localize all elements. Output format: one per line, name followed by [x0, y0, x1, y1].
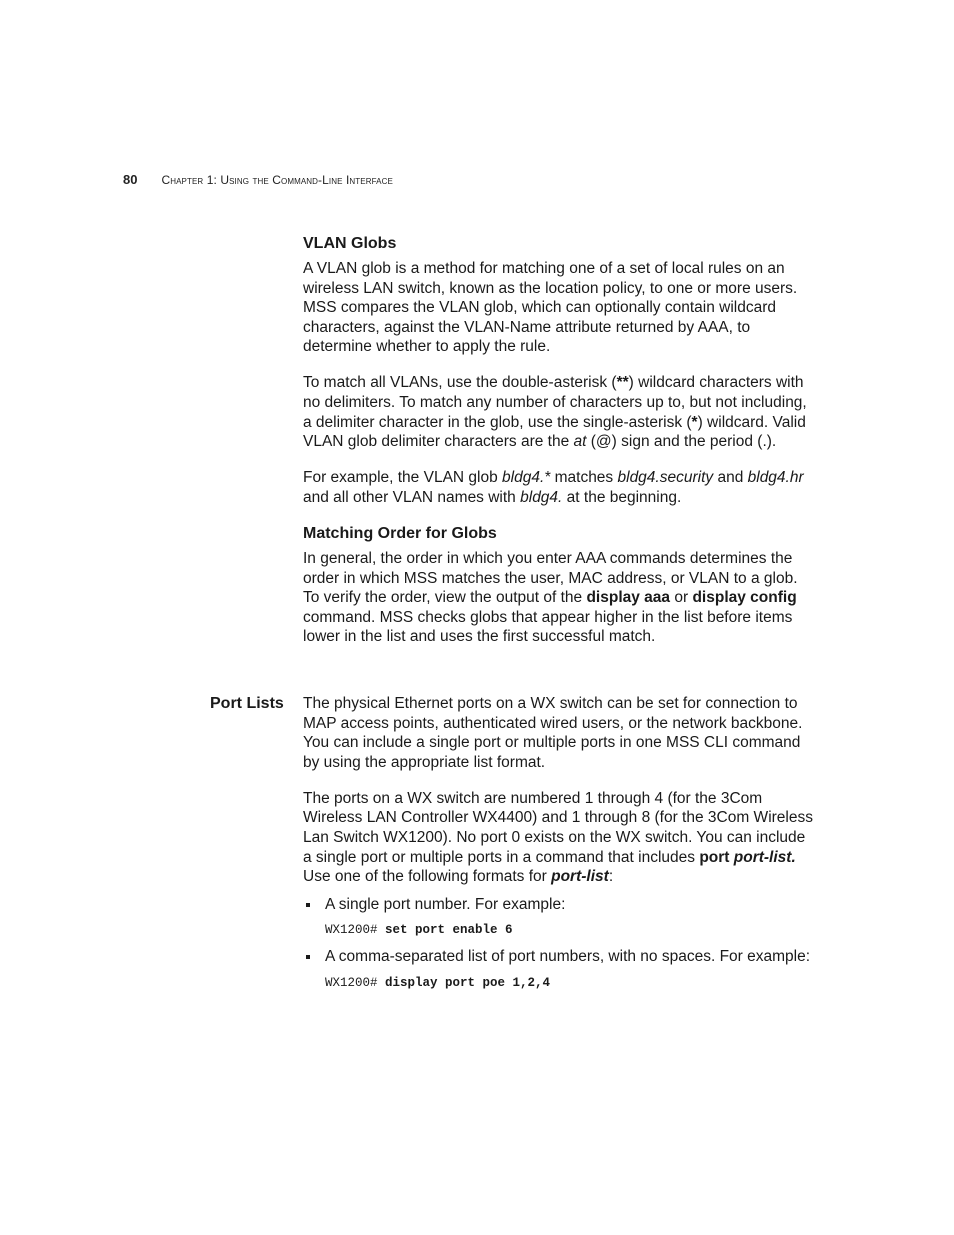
text-run: ) wildcard. Valid VLAN glob delimiter characters are the — [303, 413, 806, 451]
vlan-globs-paragraph-3 — [303, 468, 815, 507]
bullet-text: A single port number. For example: — [325, 895, 566, 913]
port-lists-heading: Port Lists — [210, 695, 284, 712]
text-run: For example, the VLAN glob — [303, 469, 503, 487]
text-run: at the beginning. — [562, 488, 682, 506]
text-run: To match all VLANs, use the double-asterisk ( — [303, 374, 617, 392]
cli-prompt: WX1200# — [325, 976, 386, 991]
double-asterisk: ** — [616, 374, 629, 392]
vlan-name-example: bldg4.hr — [747, 469, 804, 487]
list-item — [303, 895, 815, 915]
text-run: matches — [550, 469, 618, 487]
code-example — [325, 975, 815, 991]
text-run: and — [713, 469, 748, 487]
running-title: Chapter 1: Using the Command-Line Interface — [161, 173, 393, 187]
text-run: and all other VLAN names with — [303, 488, 521, 506]
running-header — [123, 172, 393, 187]
text-run: ) wildcard characters with no delimiters. To match any number of characters up to, but not including, a delimiter character in the glob, use the single-asterisk ( — [303, 374, 807, 431]
port-lists-paragraph-1: The physical Ethernet ports on a WX switch can be set for connection to MAP access points, authenticated wired users, or the network backbone. You can include a single port or multiple ports in one MSS CLI command by using the appropriate list format. — [303, 695, 803, 771]
text-run: or — [670, 589, 693, 607]
bullet-icon — [306, 903, 310, 907]
text-run: : — [608, 868, 614, 886]
text-run: command. MSS checks globs that appear higher in the list before items lower in the list and uses the first successful match. — [303, 608, 793, 646]
vlan-globs-paragraph-1: A VLAN glob is a method for matching one of a set of local rules on an wireless LAN switch, known as the location policy, to one or more users. MSS compares the VLAN glob, which can optionally contain wildcard characters, against the VLAN-Name attribute returned by AAA, to determine whether to apply the rule. — [303, 260, 798, 356]
cli-command: set port enable 6 — [385, 923, 513, 938]
vlan-prefix-example: bldg4. — [520, 488, 563, 506]
command-display-config: display config — [692, 589, 797, 607]
command-display-aaa: display aaa — [586, 589, 671, 607]
vlan-name-example: bldg4.security — [617, 469, 714, 487]
bullet-text: A comma-separated list of port numbers, with no spaces. For example: — [325, 948, 811, 966]
port-lists-section — [303, 694, 815, 991]
cli-prompt: WX1200# — [325, 923, 386, 938]
text-run: The ports on a WX switch are numbered 1 through 4 (for the 3Com Wireless LAN Controller WX4400) and 1 through 8 (for the 3Com Wireless Lan Switch WX1200). No port 0 exists on the WX switch. You can include a single port or multiple ports in a command that includes — [303, 789, 813, 866]
bullet-icon — [306, 955, 310, 959]
port-lists-paragraph-2 — [303, 789, 815, 887]
list-item — [303, 947, 815, 967]
matching-order-paragraph — [303, 549, 815, 647]
keyword-port: port — [699, 848, 730, 866]
vlan-globs-section — [303, 234, 815, 647]
keyword-port-list: port-list. — [733, 848, 796, 866]
matching-order-heading: Matching Order for Globs — [303, 525, 497, 543]
single-asterisk: * — [691, 413, 698, 431]
at-term: at — [573, 433, 587, 451]
page-number: 80 — [123, 172, 138, 187]
text-run: (@) sign and the period (.). — [586, 433, 777, 451]
vlan-globs-paragraph-2 — [303, 373, 815, 451]
text-run: Use one of the following formats for — [303, 868, 552, 886]
text-run: In general, the order in which you enter AAA commands determines the order in which MSS matches the user, MAC address, or VLAN to a glob. To verify the order, view the output of the — [303, 550, 798, 607]
keyword-port-list: port-list — [551, 868, 609, 886]
vlan-globs-heading: VLAN Globs — [303, 235, 397, 252]
glob-example: bldg4.* — [502, 469, 551, 487]
code-example — [325, 922, 815, 938]
cli-command: display port poe 1,2,4 — [385, 976, 551, 991]
